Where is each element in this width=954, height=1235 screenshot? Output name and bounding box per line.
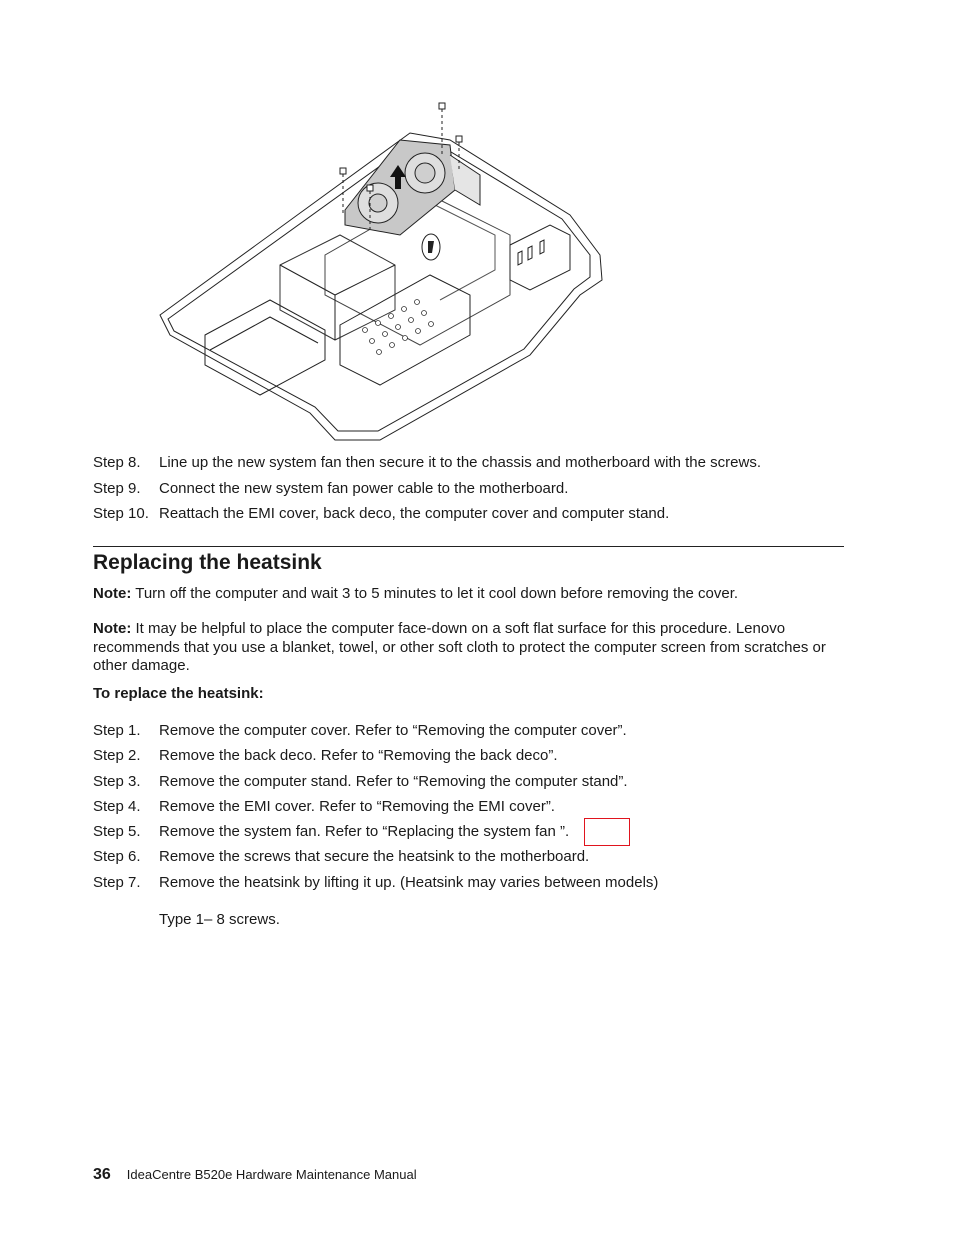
note-face-down: Note: It may be helpful to place the computer face-down on a soft flat surface for this procedure. Lenovo recommends that you use a blanket, towel, or other soft cloth to protect the computer screen from scratches or other damage.: [93, 620, 826, 674]
highlight-box: [584, 818, 630, 846]
step-7: Step 7. Remove the heatsink by lifting it up. (Heatsink may varies between models): [93, 874, 659, 891]
step-4: Step 4. Remove the EMI cover. Refer to “Removing the EMI cover”.: [93, 798, 555, 815]
screw-type-note: Type 1– 8 screws.: [159, 911, 280, 928]
page-footer: [93, 1166, 417, 1184]
procedure-title: To replace the heatsink:: [93, 685, 264, 702]
step-3: Step 3. Remove the computer stand. Refer to “Removing the computer stand”.: [93, 773, 628, 790]
note-label: Note:: [93, 620, 132, 637]
step-5: Step 5. Remove the system fan. Refer to “Replacing the system fan ”.: [93, 823, 570, 840]
section-divider: [93, 546, 844, 547]
step-8: Step 8. Line up the new system fan then secure it to the chassis and motherboard with the screws.: [93, 454, 761, 471]
step-2: Step 2. Remove the back deco. Refer to “Removing the back deco”.: [93, 747, 558, 764]
system-fan-illustration: [150, 95, 610, 445]
page-number: 36: [93, 1166, 111, 1183]
step-6: Step 6. Remove the screws that secure the heatsink to the motherboard.: [93, 848, 590, 865]
note-cooldown: Note: Turn off the computer and wait 3 to 5 minutes to let it cool down before removing the cover.: [93, 585, 739, 602]
note-label: Note:: [93, 585, 132, 602]
step-10: Step 10. Reattach the EMI cover, back deco, the computer cover and computer stand.: [93, 505, 670, 522]
step-1: Step 1. Remove the computer cover. Refer to “Removing the computer cover”.: [93, 722, 627, 739]
manual-title: IdeaCentre B520e Hardware Maintenance Manual: [126, 1167, 417, 1182]
section-title: Replacing the heatsink: [93, 551, 322, 574]
step-9: Step 9. Connect the new system fan power cable to the motherboard.: [93, 480, 569, 497]
